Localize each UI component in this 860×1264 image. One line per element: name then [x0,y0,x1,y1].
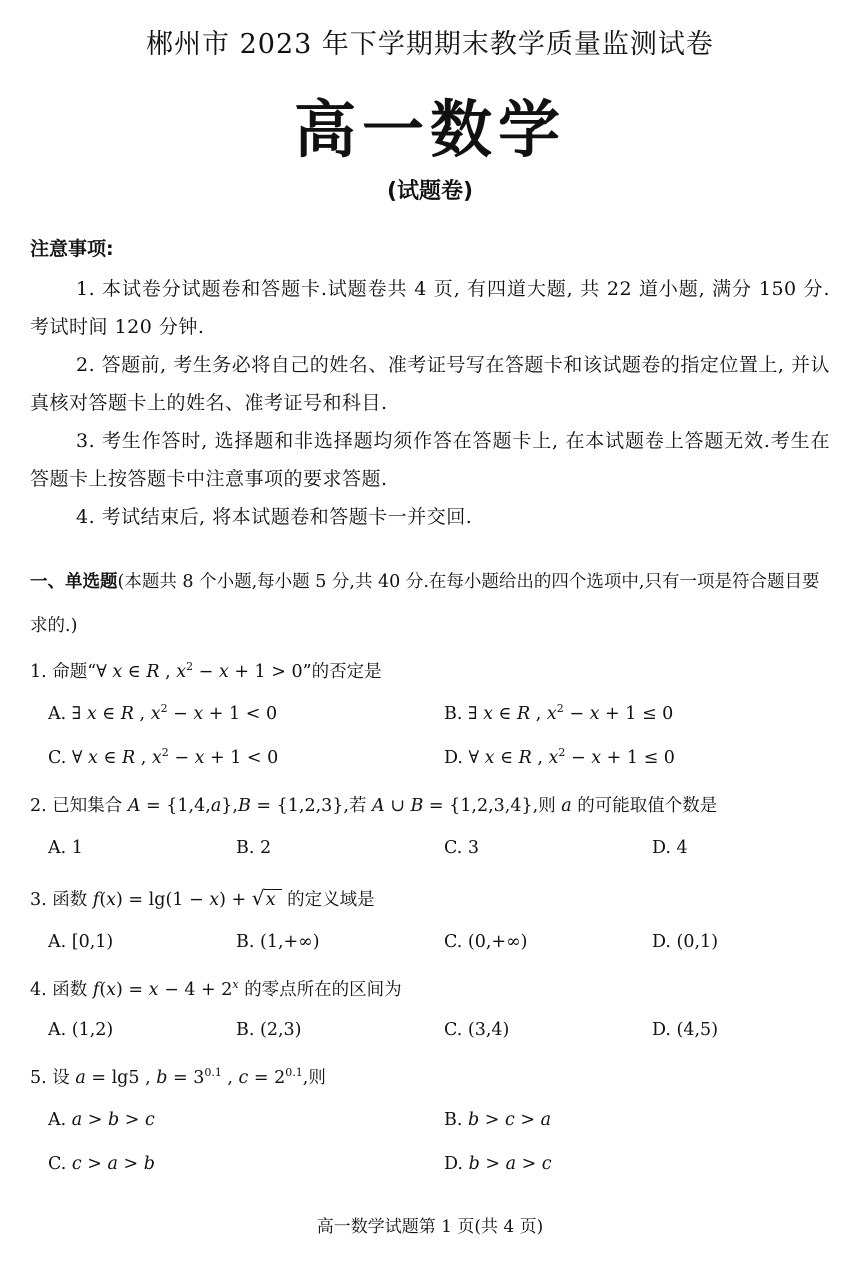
question-3-option-b[interactable]: B. (1,+∞) [236,932,320,952]
question-4-option-a[interactable]: A. (1,2) [48,1020,114,1040]
subject-title: 高一数学 [293,93,566,166]
paper-type: (试题卷) [386,179,474,204]
question-2-option-d[interactable]: D. 4 [652,838,688,858]
question-5-option-c[interactable]: C. c > a > b [48,1154,155,1174]
question-1-stem: 1. 命题“∀ x ∈ R , $x^2 - x + 1 > 0$”的否定是 [30,660,382,682]
question-4-option-c[interactable]: C. (3,4) [444,1020,510,1040]
page-footer: 高一数学试题第 1 页(共 4 页) [316,1217,544,1237]
question-3-option-a[interactable]: A. [0,1) [48,932,114,952]
question-5-stem: 5. 设 a = lg5 , $b = 3^{0.1}$ , $c = 2^{0.1}$,则 [30,1066,326,1088]
question-2-stem: 2. 已知集合 A = {1,4,a},B = {1,2,3},若 A ∪ B = {1,2,3,4},则 a 的可能取值个数是 [30,796,718,816]
question-4-stem: 4. 函数 $f(x) = x - 4 + 2^x$ 的零点所在的区间为 [30,978,402,1000]
question-1-option-c[interactable]: C. ∀ x ∈ R , $x^2 - x + 1 < 0$ [48,746,279,768]
notice-item-2: 2. 答题前, 考生务必将自己的姓名、准考证号写在答题卡和该试题卷的指定位置上, 并认真核对答题卡上的姓名、准考证号和科目. [30,354,830,414]
question-1-option-b[interactable]: B. ∃ x ∈ R , $x^2 - x + 1 \le 0$ [444,702,674,724]
question-2-option-a[interactable]: A. 1 [48,838,83,858]
question-2-option-c[interactable]: C. 3 [444,838,480,858]
question-4-option-d[interactable]: D. (4,5) [652,1020,719,1040]
question-1-option-a[interactable]: A. ∃ x ∈ R , $x^2 - x + 1 < 0$ [48,702,278,724]
section-heading [30,560,830,648]
notice-item-1: 1. 本试卷分试题卷和答题卡.试题卷共 4 页, 有四道大题, 共 22 道小题, 满分 150 分.考试时间 120 分钟. [30,278,830,338]
question-5-option-a[interactable]: A. a > b > c [48,1110,155,1130]
question-2-option-b[interactable]: B. 2 [236,838,272,858]
question-5-option-d[interactable]: D. b > a > c [444,1154,552,1174]
notice-item-4: 4. 考试结束后, 将本试题卷和答题卡一并交回. [76,506,473,528]
section-title: 一、单选题 [30,572,118,592]
question-3-option-d[interactable]: D. (0,1) [652,932,719,952]
question-5-option-b[interactable]: B. b > c > a [444,1110,552,1130]
notice-item-3: 3. 考生作答时, 选择题和非选择题均须作答在答题卡上, 在本试题卷上答题无效.考生在答题卡上按答题卡中注意事项的要求答题. [30,430,830,490]
question-1-option-d[interactable]: D. ∀ x ∈ R , $x^2 - x + 1 \le 0$ [444,746,675,768]
sqrt-symbol: √ x [252,890,282,910]
section-description: (本题共 8 个小题,每小题 5 分,共 40 分.在每小题给出的四个选项中,只有一项是符合题目要求的.) [30,572,820,636]
question-3-option-c[interactable]: C. (0,+∞) [444,932,528,952]
exam-title: 郴州市 2023 年下学期期末教学质量监测试卷 [146,29,714,60]
notice-heading: 注意事项: [30,238,114,260]
question-4-option-b[interactable]: B. (2,3) [236,1020,302,1040]
question-3-stem: 3. 函数 f(x) = lg(1 − x) + √ x 的定义域是 [30,886,375,910]
